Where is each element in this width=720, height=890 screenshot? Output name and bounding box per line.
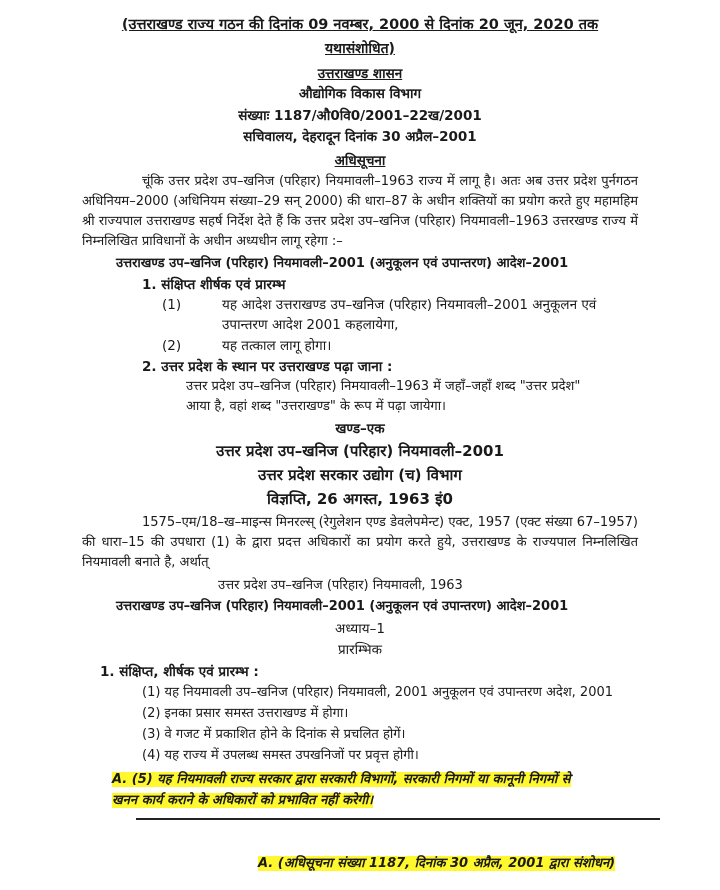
up-govt-department: उत्तर प्रदेश सरकार उद्योग (च) विभाग [258, 466, 462, 484]
part-title: खण्ड–एक [335, 421, 385, 437]
intro-paragraph: चूंकि उत्तर प्रदेश उप–खनिज (परिहार) नियमावली–1963 राज्य में लागू है। अतः अब उत्तर प्रदेश पुर्नगठन अधिनियम–2000 (अधिनियम संख्या–29 सन् 2000) की धारा–87 के अधीन शक्तियों का प्रयोग करते हुए महामहिम श्री राज्यपाल उत्तराखण्ड सहर्ष निर्देश देते हैं कि उत्तर प्रदेश उप–खनिज (परिहार) नियमावली–1963 उत्तरखण्ड राज्य में निम्नलिखित प्राविधानों के अधीन अध्यधीन लागू रहेगा :– [82, 174, 638, 249]
footnote-line [258, 854, 615, 873]
highlighted-amendment-line1 [112, 770, 571, 789]
highlighted-amendment-line2 [112, 791, 373, 810]
section-2-heading: 2. उत्तर प्रदेश के स्थान पर उत्तराखण्ड पढ़ा जाना : [142, 359, 393, 375]
rule-1-3: (3) वे गजट में प्रकाशित होने के दिनांक से प्रचलित होगें। [142, 727, 406, 742]
highlight-text-1: A. (5) यह नियमावली राज्य सरकार द्वारा सरकारी विभागों, सरकारी निगमों या कानूनी निगमों से [112, 772, 571, 787]
top-note-line2: यथासंशोधित) [325, 41, 395, 57]
vigyapti-date: विज्ञप्ति, 26 अगस्त, 1963 इं0 [267, 490, 453, 508]
section-2-line2: आया है, वहां शब्द "उत्तराखण्ड" के रूप में पढ़ा जायेगा। [186, 399, 446, 414]
section-1-1-number: (1) [162, 297, 182, 313]
rules-title: उत्तर प्रदेश उप–खनिज (परिहार) नियमावली–2001 [216, 442, 504, 460]
order-number: संख्याः 1187/औ0वि0/2001–22ख/2001 [238, 108, 482, 124]
section-1-2-text: यह तत्काल लागू होगा। [222, 338, 332, 354]
rule-1-heading: 1. संक्षिप्त, शीर्षक एवं प्रारम्भ : [100, 664, 259, 680]
order-title-2: उत्तराखण्ड उप–खनिज (परिहार) नियमावली–2001 (अनुकूलन एवं उपान्तरण) आदेश–2001 [116, 599, 569, 614]
section-1-1-line2: उपान्तरण आदेश 2001 कहलायेगा, [222, 317, 399, 333]
rule-1-4: (4) यह राज्य में उपलब्ध समस्त उपखनिजों पर प्रवृत्त होगी। [142, 748, 419, 763]
top-note-line1: (उत्तराखण्ड राज्य गठन की दिनांक 09 नवम्बर, 2000 से दिनांक 20 जून, 2020 तक [121, 17, 599, 33]
section-1-2-number: (2) [162, 338, 182, 354]
chapter-title: अध्याय–1 [335, 621, 385, 637]
rule-1-2: (2) इनका प्रसार समस्त उत्तराखण्ड में होगा। [142, 706, 349, 721]
prarambhik-heading: प्रारम्भिक [337, 642, 383, 658]
section-1-heading: 1. संक्षिप्त शीर्षक एवं प्रारम्भ [142, 277, 286, 293]
order-title-1: उत्तराखण्ड उप–खनिज (परिहार) नियमावली–2001 (अनुकूलन एवं उपान्तरण) आदेश–2001 [116, 256, 569, 271]
section-2-line1: उत्तर प्रदेश उप–खनिज (परिहार) निमयावली–1963 में जहाँ–जहाँ शब्द "उत्तर प्रदेश" [186, 379, 581, 394]
footnote-text: A. (अधिसूचना संख्या 1187, दिनांक 30 अप्रैल, 2001 द्वारा संशोधन) [258, 856, 616, 871]
rule-1-1: (1) यह नियमावली उप–खनिज (परिहार) नियमावली, 2001 अनुकूलन एवं उपान्तरण अदेश, 2001 [142, 685, 614, 700]
rules-1963-title: उत्तर प्रदेश उप–खनिज (परिहार) नियमावली, 1963 [218, 578, 463, 593]
place-date: सचिवालय, देहरादून दिनांक 30 अप्रैल–2001 [243, 129, 477, 145]
govt-name: उत्तराखण्ड शासन [317, 66, 403, 82]
divider-rule [136, 818, 660, 820]
department-name: औद्योगिक विकास विभाग [298, 86, 422, 102]
notification-title: अधिसूचना [334, 153, 386, 169]
highlight-text-2: खनन कार्य कराने के अधिकारों को प्रभावित नहीं करेगी। [112, 793, 374, 808]
vigyapti-paragraph: 1575–एम/18–ख–माइन्स मिनरल्स् (रेगुलेशन एण्ड डेवलेपमेन्ट) एक्ट, 1957 (एक्ट संख्या 67–1957) की धारा–15 की उपधारा (1) के द्वारा प्रदत्त अधिकारों का प्रयोग करते हुये, उत्तराखण्ड के राज्यपाल निम्नलिखित नियमावली बनाते है, अर्थात् [82, 515, 638, 570]
section-1-1-line1: यह आदेश उत्तराखण्ड उप–खनिज (परिहार) नियमावली–2001 अनुकूलन एवं [222, 297, 597, 313]
